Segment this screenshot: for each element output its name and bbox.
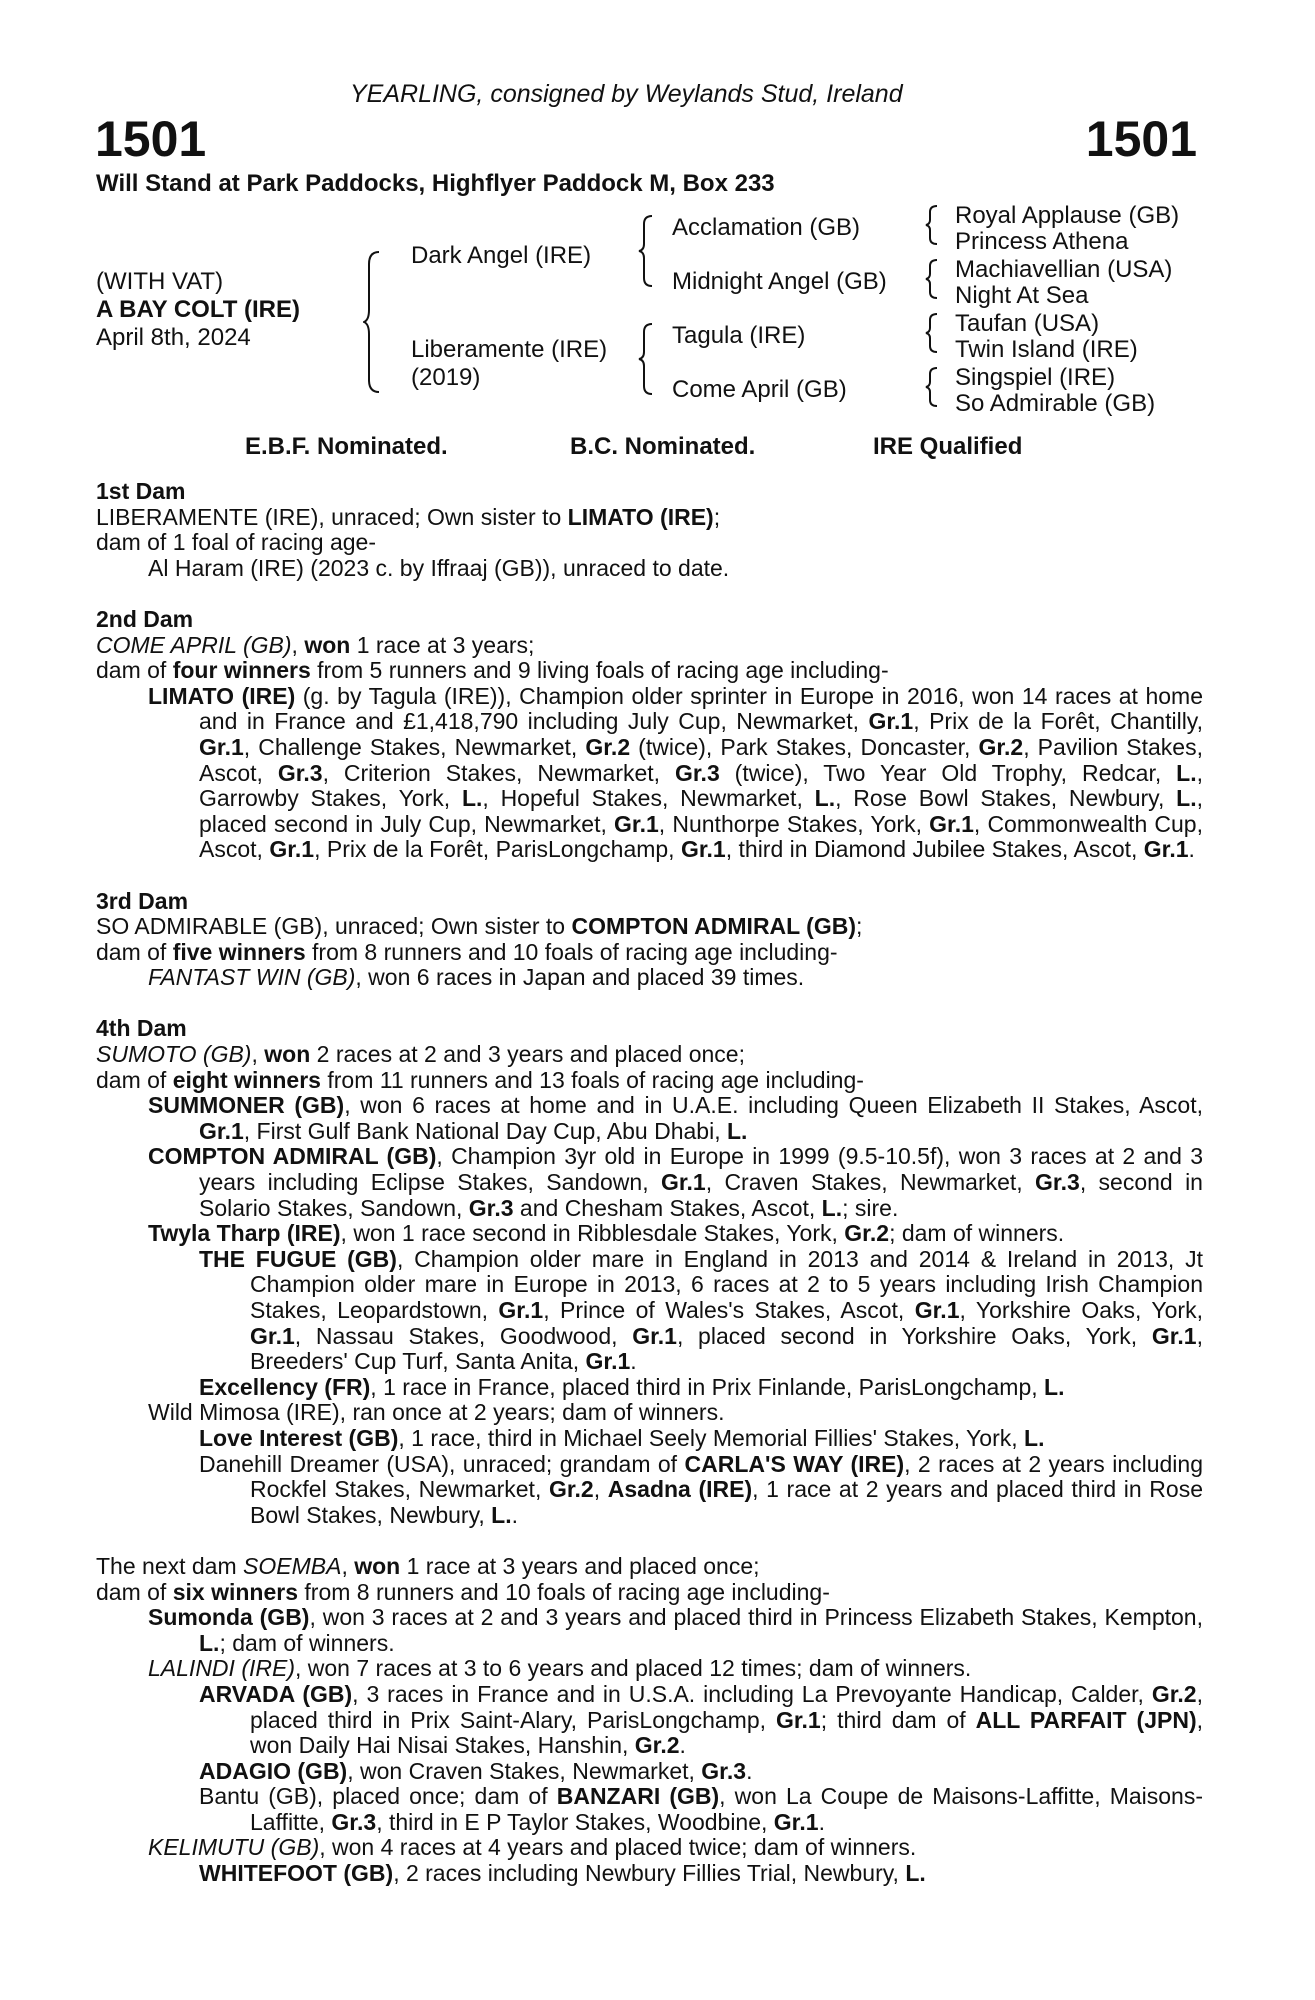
text-run: , won 6 races in Japan and placed 39 times. [355,964,805,991]
text-run: , Breeders' Cup Turf, Santa Anita, [250,1322,1203,1375]
text-run: ; dam of winners. [219,1629,395,1656]
pedigree-g5: Taufan (USA) [955,310,1100,337]
text-run: Gr.3 [701,1757,747,1784]
pedigree-g8: So Admirable (GB) [955,390,1156,417]
pedigree-brace-dam [638,322,656,396]
pedigree-dam-year: (2019) [411,364,481,391]
pedigree-g2: Princess Athena [955,228,1129,255]
pedigree-paragraph [96,1682,1203,1759]
bc-nomination: B.C. Nominated. [570,433,756,460]
text-run: L. [491,1501,512,1528]
text-run: from 8 runners and 10 foals of racing age including- [305,938,838,965]
text-run: L. [727,1117,748,1144]
text-run: , placed second in Yorkshire Oaks, York, [676,1322,1152,1349]
section-title: 3rd Dam [96,887,189,914]
text-run: Gr.1 [868,708,914,735]
text-run: (twice), Two Year Old Trophy, Redcar, [719,759,1177,786]
text-run: Gr.1 [775,1706,821,1733]
text-run: BANZARI (GB) [556,1783,720,1810]
text-run: , 1 race at 2 years and placed third in Rose Bowl Stakes, Newbury, [250,1476,1203,1528]
pedigree-paragraph [96,1605,1203,1656]
text-run: ; third dam of [820,1706,976,1733]
pedigree-sire-dam: Midnight Angel (GB) [672,268,887,295]
text-run: . [1188,836,1195,863]
text-run: Gr.2 [1151,1680,1197,1707]
text-run: , won 3 races at 2 and 3 years and placed third in Princess Elizabeth Stakes, Kempton, [309,1604,1203,1631]
pedigree-g6: Twin Island (IRE) [955,336,1138,363]
pedigree-paragraph [96,1247,1203,1375]
text-run: , placed third in Prix Saint-Alary, ParisLongchamp, [250,1680,1203,1733]
text-run: , third in E P Taylor Stakes, Woodbine, [376,1808,774,1835]
pedigree-paragraph [96,1580,1203,1606]
pedigree-sire: Dark Angel (IRE) [411,242,592,269]
text-run: Gr.2 [844,1220,890,1247]
text-run: ; dam of winners. [889,1220,1065,1247]
text-run: ; [856,913,863,940]
pedigree-g4: Night At Sea [955,282,1089,309]
text-run: (twice), Park Stakes, Doncaster, [630,733,979,760]
text-run: ; [713,503,721,530]
lot-number-right: 1501 [1085,111,1197,167]
text-run: L. [821,1194,843,1221]
pedigree-brace-g4 [925,366,941,408]
text-run: , won 4 races at 4 years and placed twice; dam of winners. [319,1834,917,1861]
text-run: , third in Diamond Jubilee Stakes, Ascot, [725,836,1144,863]
text-run: . [679,1732,686,1759]
text-run: from 11 runners and 13 foals of racing age including- [320,1066,864,1093]
text-run: , Craven Stakes, Newmarket, [705,1169,1036,1196]
text-run: Gr.1 [498,1297,544,1323]
consignment-header: YEARLING, consigned by Weylands Stud, Ireland [350,80,903,108]
text-run: , won 6 races at home and in U.A.E. including Queen Elizabeth II Stakes, Ascot, [344,1092,1203,1119]
text-run: ALL PARFAIT (JPN) [975,1706,1197,1733]
pedigree-paragraph [96,1144,1203,1221]
text-run: , won Daily Hai Nisai Stakes, Hanshin, [250,1706,1203,1759]
text-run: . [746,1757,753,1784]
text-run: , [341,1552,355,1579]
text-run: four winners [172,657,311,684]
text-run: . [630,1348,637,1375]
section-title: 4th Dam [96,1015,187,1042]
pedigree-brace-g2 [925,258,941,300]
text-run: COMPTON ADMIRAL (GB) [148,1143,437,1170]
text-run: , 2 races including Newbury Fillies Trial, Newbury, [393,1860,906,1887]
pedigree-paragraph [96,1784,1203,1835]
text-run: dam of [96,938,173,965]
text-run: Danehill Dreamer (USA), unraced; grandam of [199,1450,685,1477]
pedigree-brace-main [363,250,383,395]
text-run: dam of 1 foal of racing age- [96,529,376,556]
text-run: LIMATO (IRE) [148,682,296,709]
text-run: 1 race at 3 years; [350,631,535,658]
text-run: Sumonda (GB) [148,1604,310,1631]
text-run: Twyla Tharp (IRE) [148,1220,341,1247]
text-run: ; sire. [842,1194,899,1221]
pedigree-dam-sire: Tagula (IRE) [672,322,806,349]
text-run: dam of [96,1066,173,1093]
text-run: ADAGIO (GB) [199,1757,348,1784]
pedigree-paragraph [96,684,1203,863]
text-run: Love Interest (GB) [199,1424,399,1451]
text-run: six winners [172,1578,298,1605]
text-run: , Challenge Stakes, Newmarket, [243,733,586,760]
text-run: , second in Solario Stakes, Sandown, [199,1169,1203,1221]
text-run: Gr.1 [1151,1322,1197,1349]
pedigree-paragraph [96,1426,1203,1452]
text-run: 1 race at 3 years and placed once; [400,1552,760,1579]
text-run: Bantu (GB), placed once; dam of [199,1783,557,1810]
text-run: L. [461,785,483,812]
text-run: , First Gulf Bank National Day Cup, Abu Dhabi, [243,1117,727,1144]
text-run: FANTAST WIN (GB) [148,964,356,991]
text-run: The next dam [96,1552,244,1579]
text-run: WHITEFOOT (GB) [199,1860,394,1887]
text-run: Gr.3 [674,759,720,786]
text-run: , Champion 3yr old in Europe in 1999 (9.5-10.5f), won 3 races at 2 and 3 years including Eclipse Stakes, Sandown, [199,1143,1203,1196]
pedigree-paragraph [96,1221,1203,1247]
text-run: L. [814,785,836,812]
text-run: LIMATO (IRE) [567,503,714,530]
text-run: KELIMUTU (GB) [148,1834,320,1861]
text-run: . [818,1808,825,1835]
text-run: , Prince of Wales's Stakes, Ascot, [543,1297,915,1323]
text-run: Gr.1 [269,836,315,863]
text-run: and Chesham Stakes, Ascot, [513,1194,822,1221]
pedigree-brace-sire [638,214,656,288]
text-run: , Nunthorpe Stakes, York, [658,810,930,837]
text-run: SUMOTO (GB) [96,1041,252,1068]
text-run: , 1 race, third in Michael Seely Memorial Fillies' Stakes, York, [398,1424,1025,1451]
text-run: Gr.3 [331,1808,377,1835]
text-run: . [511,1501,519,1528]
text-run: , Pavilion Stakes, Ascot, [199,733,1203,786]
text-run: won [264,1041,311,1068]
text-run: SUMMONER (GB) [148,1092,345,1119]
text-run: Excellency (FR) [199,1373,371,1400]
pedigree-paragraph [96,530,1203,556]
text-run: Gr.1 [660,1169,706,1196]
text-run: from 5 runners and 9 living foals of racing age including- [310,657,889,684]
text-run: SOEMBA [243,1552,342,1579]
pedigree-g7: Singspiel (IRE) [955,364,1116,391]
vat-note: (WITH VAT) [96,268,224,295]
text-run: Gr.1 [1143,836,1189,863]
text-run: Gr.1 [250,1322,295,1349]
text-run: Gr.1 [199,733,244,760]
pedigree-sire-sire: Acclamation (GB) [672,214,861,241]
text-run: COME APRIL (GB) [96,631,292,658]
text-run: Al Haram (IRE) (2023 c. by Iffraaj (GB)), unraced to date. [148,554,730,581]
text-run: SO ADMIRABLE (GB), unraced; Own sister to [96,913,572,940]
text-run: COMPTON ADMIRAL (GB) [571,913,857,940]
pedigree-paragraph [96,1861,1203,1887]
text-run: Gr.1 [614,810,659,837]
pedigree-paragraph [96,658,1203,684]
text-run: Gr.2 [548,1476,594,1503]
text-run: Gr.1 [914,1297,960,1323]
text-run: , 3 races in France and in U.S.A. including La Prevoyante Handicap, Calder, [352,1680,1152,1707]
text-run: (g. by Tagula (IRE)), Champion older sprinter in Europe in 2016, won 14 races at home and in France and £1,418,790 including July Cup, Newmarket, [199,682,1204,735]
text-run: , 2 races at 2 years including Rockfel Stakes, Newmarket, [250,1450,1203,1503]
text-run: Gr.1 [632,1322,677,1349]
pedigree-paragraph [96,1554,1203,1580]
text-run: Gr.1 [585,1348,631,1375]
pedigree-paragraph [96,556,1203,582]
pedigree-paragraph [96,1375,1203,1401]
text-run: L. [1044,1373,1065,1400]
text-run: Gr.2 [585,733,631,760]
text-run: Gr.1 [199,1117,244,1144]
text-run: , Hopeful Stakes, Newmarket, [482,785,815,812]
pedigree-g3: Machiavellian (USA) [955,256,1173,283]
text-run: Gr.2 [634,1732,680,1759]
text-run: won [304,631,351,658]
text-run: dam of [96,1578,173,1605]
pedigree-paragraph [96,965,1203,991]
text-run: Gr.3 [468,1194,514,1221]
ebf-nomination: E.B.F. Nominated. [245,433,448,460]
text-run: , 1 race in France, placed third in Prix Finlande, ParisLongchamp, [370,1373,1045,1400]
pedigree-brace-g1 [925,204,941,246]
text-run: five winners [172,938,306,965]
horse-name: A BAY COLT (IRE) [96,296,301,323]
pedigree-paragraph [96,633,1203,659]
text-run: Asadna (IRE) [607,1476,753,1503]
text-run: Gr.3 [1035,1169,1080,1196]
pedigree-dam-dam: Come April (GB) [672,376,847,403]
pedigree-paragraph [96,1759,1203,1785]
text-run: LIBERAMENTE (IRE), unraced; Own sister to [96,503,568,530]
pedigree-paragraph [96,1452,1203,1529]
text-run: , won Craven Stakes, Newmarket, [347,1757,702,1784]
text-run: eight winners [172,1066,321,1093]
text-run: Gr.1 [773,1808,819,1835]
pedigree-paragraph [96,940,1203,966]
text-run: L. [1176,759,1197,786]
text-run: , Prix de la Forêt, ParisLongchamp, [314,836,681,863]
text-run: , placed second in July Cup, Newmarket, [199,785,1203,837]
text-run: , Yorkshire Oaks, York, [959,1297,1203,1323]
text-run: , Commonwealth Cup, Ascot, [199,810,1203,863]
text-run: L. [1176,785,1197,812]
pedigree-brace-g3 [925,312,941,354]
text-run: L. [905,1860,926,1887]
pedigree-g1: Royal Applause (GB) [955,202,1180,229]
text-run: , Nassau Stakes, Goodwood, [294,1322,633,1349]
text-run: from 8 runners and 10 foals of racing age including- [298,1578,830,1605]
text-run: dam of [96,657,173,684]
pedigree-paragraph [96,505,1203,531]
text-run: won [354,1552,401,1579]
text-run: , [291,631,305,658]
section-title: 2nd Dam [96,605,194,632]
text-run: , won 1 race second in Ribblesdale Stakes, York, [340,1220,845,1247]
text-run: L. [199,1629,220,1656]
text-run: , Champion older mare in England in 2013 and 2014 & Ireland in 2013, Jt Champion older mare in Europe in 2013, 6 races at 2 to 5 years including Irish Champion Stakes, Leopardstown, [250,1245,1203,1323]
pedigree-paragraph [96,1400,1203,1426]
horse-dob: April 8th, 2024 [96,324,251,351]
pedigree-paragraph [96,1093,1203,1144]
text-run: CARLA'S WAY (IRE) [684,1450,905,1477]
text-run: , Garrowby Stakes, York, [199,759,1204,812]
text-run: THE FUGUE (GB) [199,1245,397,1272]
text-run: , won La Coupe de Maisons-Laffitte, Maisons-Laffitte, [250,1783,1204,1835]
lot-number-left: 1501 [95,111,207,167]
pedigree-paragraph [96,1042,1203,1068]
text-run: , Rose Bowl Stakes, Newbury, [835,785,1177,812]
ire-qualified: IRE Qualified [873,433,1023,460]
catalogue-body [96,479,1203,1887]
text-run: 2 races at 2 and 3 years and placed once; [310,1041,745,1068]
pedigree-paragraph [96,1068,1203,1094]
text-run: , Prix de la Forêt, Chantilly, [913,708,1203,735]
text-run: Gr.3 [277,759,323,786]
text-run: LALINDI (IRE) [148,1655,295,1682]
text-run: Gr.1 [929,810,974,837]
text-run: , [251,1041,265,1068]
text-run: , [593,1476,608,1503]
pedigree-paragraph [96,1835,1203,1861]
pedigree-paragraph [96,914,1203,940]
text-run: Gr.2 [978,733,1024,760]
stand-location: Will Stand at Park Paddocks, Highflyer Paddock M, Box 233 [96,170,775,197]
text-run: , won 7 races at 3 to 6 years and placed 12 times; dam of winners. [294,1655,972,1682]
text-run: ARVADA (GB) [199,1680,353,1707]
text-run: Wild Mimosa (IRE), ran once at 2 years; dam of winners. [148,1399,725,1426]
text-run: , Criterion Stakes, Newmarket, [322,759,675,786]
text-run: Gr.1 [680,836,726,863]
text-run: L. [1024,1424,1045,1451]
pedigree-paragraph [96,1656,1203,1682]
pedigree-dam: Liberamente (IRE) [411,336,608,363]
section-title: 1st Dam [96,478,186,504]
